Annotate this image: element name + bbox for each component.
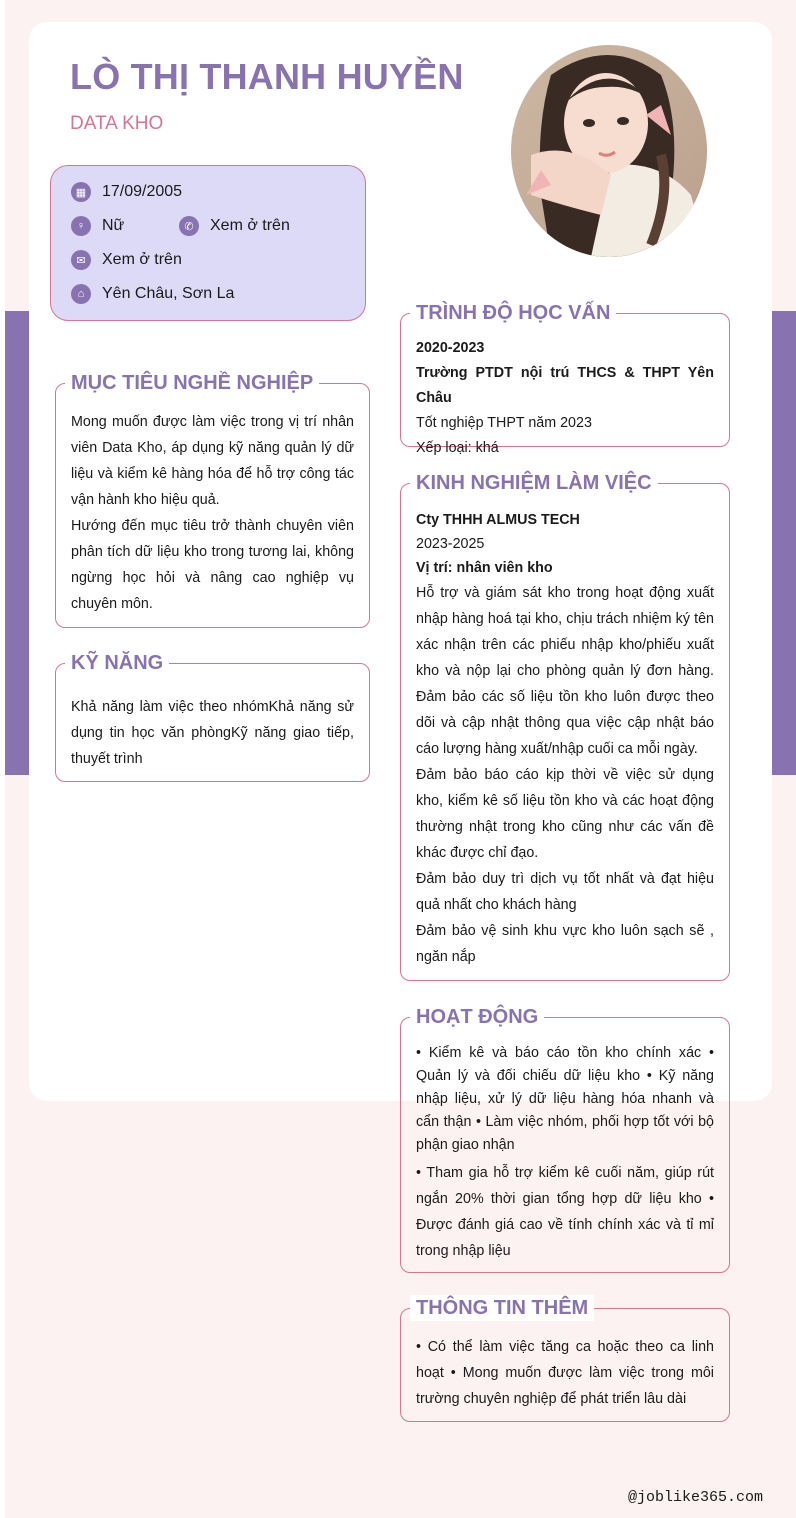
- gender-row: [71, 216, 124, 236]
- objective-section: [55, 372, 370, 628]
- left-accent-bar: [5, 311, 29, 775]
- right-accent-bar: [772, 311, 796, 775]
- experience-paragraph: Đảm bảo vệ sinh khu vực kho luôn sạch sẽ , ngăn nắp: [416, 923, 714, 965]
- objective-body: [71, 409, 354, 617]
- experience-period: 2023-2025: [416, 536, 485, 552]
- portrait-image: [511, 45, 707, 257]
- address-row: [71, 284, 234, 304]
- phone-row: [179, 216, 290, 236]
- experience-paragraph: Hỗ trợ và giám sát kho trong hoạt động xuất nhập hàng hoá tại kho, chịu trách nhiệm ký tên xác nhận trên các phiếu nhập kho/phiếu xuất kho và nộp lại cho phòng quản lý đơn hàng. Đảm bảo các số liệu tồn kho luôn được theo dõi và cập nhật thông qua việc cập nhật báo cáo lượng hàng xuất/nhập cuối ca mỗi ngày.: [416, 585, 714, 757]
- birthday-value: 17/09/2005: [102, 183, 183, 200]
- calendar-icon: ▦: [71, 182, 91, 202]
- experience-section: [400, 472, 730, 981]
- extra-info-title: THÔNG TIN THÊM: [410, 1295, 594, 1321]
- experience-paragraph: Đảm bảo duy trì dịch vụ tốt nhất và đạt hiệu quả nhất cho khách hàng: [416, 871, 714, 913]
- footer-watermark: @joblike365.com: [628, 1489, 764, 1506]
- phone-icon: ✆: [179, 216, 199, 236]
- gender-icon: ♀: [71, 216, 91, 236]
- activities-section: [400, 1006, 730, 1273]
- education-period: 2020-2023: [416, 340, 485, 356]
- candidate-role: DATA KHO: [70, 113, 164, 134]
- experience-company: Cty THHH ALMUS TECH: [416, 512, 580, 528]
- education-body: [416, 336, 714, 461]
- extra-info-body: • Có thể làm việc tăng ca hoặc theo ca linh hoạt • Mong muốn được làm việc trong môi trường chuyên nghiệp để phát triển lâu dài: [416, 1339, 714, 1407]
- candidate-name: LÒ THỊ THANH HUYỀN: [70, 56, 464, 97]
- address-value: Yên Châu, Sơn La: [102, 285, 235, 302]
- contact-info-box: [50, 165, 366, 321]
- activities-title: HOẠT ĐỘNG: [410, 1004, 544, 1030]
- phone-value[interactable]: Xem ở trên: [210, 217, 290, 234]
- education-grade: Xếp loại: khá: [416, 440, 499, 456]
- activities-body: [416, 1042, 714, 1264]
- experience-paragraph: Đảm bảo báo cáo kịp thời về việc sử dụng kho, kiểm kê số liệu tồn kho và các hoạt động thường nhật trong kho cũng như các vấn đề khác được chỉ đạo.: [416, 767, 714, 861]
- email-row: [71, 250, 182, 270]
- home-icon: ⌂: [71, 284, 91, 304]
- experience-title: KINH NGHIỆM LÀM VIỆC: [410, 470, 658, 496]
- skills-title: KỸ NĂNG: [65, 650, 169, 676]
- birthday-row: [71, 182, 182, 202]
- education-detail: Tốt nghiệp THPT năm 2023: [416, 415, 592, 431]
- objective-paragraph: Mong muốn được làm việc trong vị trí nhân viên Data Kho, áp dụng kỹ năng quản lý dữ liệu và kiểm kê hàng hóa để hỗ trợ công tác vận hành kho hiệu quả.: [71, 414, 354, 508]
- activities-paragraph: • Tham gia hỗ trợ kiểm kê cuối năm, giúp rút ngắn 20% thời gian tổng hợp dữ liệu kho • Được đánh giá cao về tính chính xác và tỉ mỉ trong nhập liệu: [416, 1165, 714, 1259]
- email-value[interactable]: Xem ở trên: [102, 251, 182, 268]
- extra-info-section: [400, 1297, 730, 1422]
- education-section: [400, 302, 730, 456]
- objective-title: MỤC TIÊU NGHỀ NGHIỆP: [65, 370, 319, 396]
- activities-paragraph: • Kiểm kê và báo cáo tồn kho chính xác • Quản lý và đối chiếu dữ liệu kho • Kỹ năng nhập liệu, xử lý dữ liệu hàng hóa nhanh và cẩn thận • Làm việc nhóm, phối hợp tốt với bộ phận giao nhận: [416, 1045, 714, 1153]
- avatar-photo: [511, 45, 707, 257]
- education-school: Trường PTDT nội trú THCS & THPT Yên Châu: [416, 365, 714, 406]
- skills-section: [55, 652, 370, 782]
- skills-body: Khả năng làm việc theo nhómKhả năng sử dụng tin học văn phòngKỹ năng giao tiếp, thuyết trình: [71, 699, 354, 767]
- experience-body: [416, 508, 714, 970]
- experience-position: Vị trí: nhân viên kho: [416, 560, 553, 576]
- email-icon: ✉: [71, 250, 91, 270]
- objective-paragraph: Hướng đến mục tiêu trở thành chuyên viên phân tích dữ liệu kho trong tương lai, không ngừng học hỏi và nâng cao nghiệp vụ chuyên môn.: [71, 518, 354, 612]
- education-title: TRÌNH ĐỘ HỌC VẤN: [410, 300, 616, 326]
- gender-value: Nữ: [102, 217, 125, 234]
